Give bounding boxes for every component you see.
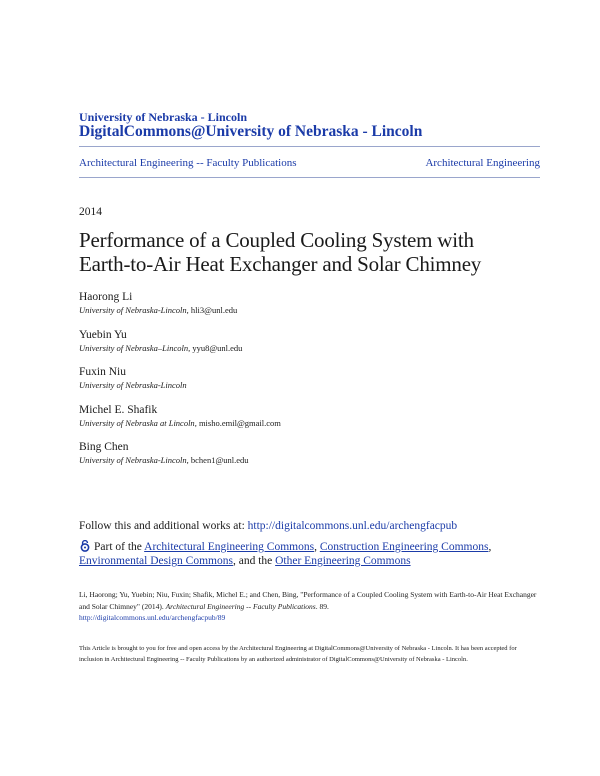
- author-name: Michel E. Shafik: [79, 403, 158, 416]
- separator: ,: [314, 541, 320, 553]
- header-divider-bottom: [79, 177, 540, 178]
- publication-year: 2014: [79, 206, 102, 218]
- author-affiliation: [79, 454, 539, 466]
- paper-title: [79, 228, 539, 276]
- part-of-commons: [79, 540, 549, 568]
- author-name: Bing Chen: [79, 441, 129, 453]
- other-engineering-commons-link[interactable]: Other Engineering Commons: [275, 555, 411, 567]
- department-link[interactable]: Architectural Engineering: [425, 157, 540, 169]
- institution-link[interactable]: University of Nebraska - Lincoln: [79, 110, 247, 124]
- affiliation-name: University of Nebraska-Lincoln: [79, 380, 187, 390]
- author-entry: [79, 403, 539, 441]
- author-affiliation: [79, 417, 539, 429]
- title-line-1: Performance of a Coupled Cooling System with: [79, 228, 474, 252]
- separator: ,: [488, 541, 492, 553]
- follow-line: [79, 520, 457, 532]
- author-list: [79, 290, 539, 478]
- author-contact: , misho.emil@gmail.com: [194, 417, 281, 428]
- open-access-icon: [79, 540, 91, 552]
- citation-text: Li, Haorong; Yu, Yuebin; Niu, Fuxin; Shafik, Michel E.; and Chen, Bing, "Performance of a Coupled Cooling System with Earth-to-Air Heat Exchanger and Solar Chimney" (2014).: [79, 590, 537, 611]
- article-url-link[interactable]: http://digitalcommons.unl.edu/archengfacpub/89: [79, 613, 226, 622]
- author-name: Fuxin Niu: [79, 366, 126, 378]
- separator: , and the: [232, 555, 276, 567]
- header-divider-top: [79, 146, 540, 147]
- series-link[interactable]: Architectural Engineering -- Faculty Publications: [79, 157, 297, 169]
- environmental-design-commons-link[interactable]: Environmental Design Commons: [79, 555, 233, 567]
- affiliation-name: University of Nebraska-Lincoln: [79, 305, 187, 315]
- citation-suffix: . 89.: [315, 601, 329, 611]
- affiliation-name: University of Nebraska at Lincoln: [79, 417, 195, 428]
- author-contact: , bchen1@unl.edu: [186, 455, 249, 465]
- collection-url-link[interactable]: http://digitalcommons.unl.edu/archengfacpub: [247, 520, 458, 532]
- author-affiliation: [79, 342, 539, 354]
- repository-link[interactable]: DigitalCommons@University of Nebraska - Lincoln: [79, 123, 423, 140]
- author-affiliation: [79, 379, 539, 391]
- citation-series: Architectural Engineering -- Faculty Publications: [165, 601, 316, 611]
- architectural-engineering-commons-link[interactable]: Architectural Engineering Commons: [144, 541, 315, 553]
- author-name: Haorong Li: [79, 291, 133, 303]
- author-entry: [79, 440, 539, 478]
- citation-block: [79, 589, 549, 624]
- part-of-prefix: Part of the: [94, 541, 145, 553]
- affiliation-name: University of Nebraska–Lincoln: [79, 342, 189, 353]
- affiliation-name: University of Nebraska-Lincoln: [79, 455, 187, 465]
- author-affiliation: [79, 304, 539, 316]
- author-entry: [79, 290, 539, 328]
- author-entry: [79, 328, 539, 366]
- author-contact: , hli3@unl.edu: [186, 305, 238, 315]
- author-entry: [79, 365, 539, 403]
- author-name: Yuebin Yu: [79, 328, 127, 341]
- access-notice: This Article is brought to you for free and open access by the Architectural Engineering at DigitalCommons@University of Nebraska - Lincoln. It has been accepted for inclusion in Architectural Engineering -- Faculty Publications by an authorized administrator of DigitalCommons@University of Nebraska - Lincoln.: [79, 645, 517, 663]
- follow-label: Follow this and additional works at:: [79, 520, 248, 532]
- author-contact: , yyu8@unl.edu: [188, 342, 243, 353]
- construction-engineering-commons-link[interactable]: Construction Engineering Commons: [319, 541, 489, 553]
- title-line-2: Earth-to-Air Heat Exchanger and Solar Chimney: [79, 252, 482, 276]
